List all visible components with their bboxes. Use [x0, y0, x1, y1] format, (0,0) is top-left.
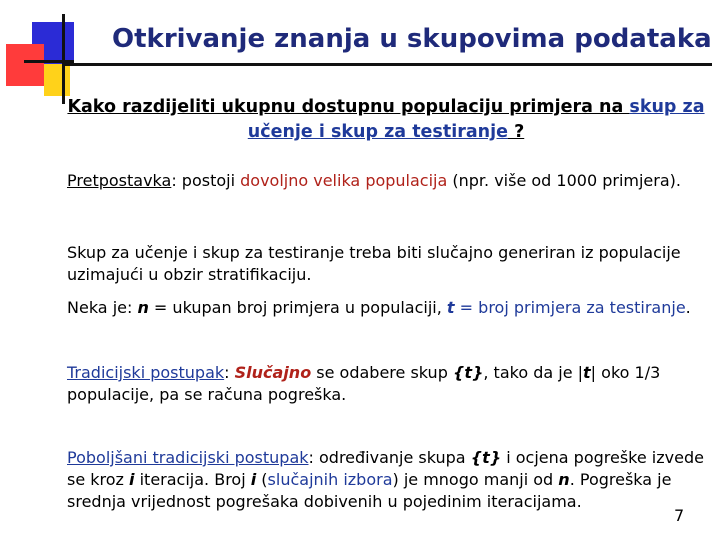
- improved-i2: i: [250, 470, 257, 489]
- assumption-colon: : postoji: [171, 171, 241, 190]
- traditional-tail: | oko 1/3 populacije, pa se računa pogreška.: [67, 363, 661, 404]
- traditional-t: t: [583, 363, 591, 382]
- paragraph-improved: [67, 447, 707, 513]
- definitions-t: t: [446, 298, 455, 317]
- traditional-set: {t}: [452, 363, 484, 382]
- logo-yellow-square: [44, 64, 70, 96]
- traditional-colon: :: [224, 363, 235, 382]
- logo-vertical-line: [62, 14, 65, 104]
- subtitle-part1: Kako razdijeliti ukupnu dostupnu populaciju primjera na: [67, 97, 630, 117]
- definitions-lead: Neka je:: [67, 298, 138, 317]
- improved-b: i ocjena pogreške izvede se kroz: [67, 448, 704, 489]
- assumption-highlight: dovoljno velika populacija: [240, 171, 448, 190]
- improved-c: iteracija. Broj: [134, 470, 251, 489]
- paragraph-assumption: [67, 170, 707, 192]
- improved-label: Poboljšani tradicijski postupak: [67, 448, 309, 467]
- subtitle-part3: ?: [507, 122, 525, 142]
- title-rule: [62, 63, 712, 66]
- slide-subtitle: [66, 95, 706, 145]
- assumption-rest: (npr. više od 1000 primjera).: [447, 171, 681, 190]
- logo-red-square: [6, 44, 44, 86]
- definitions-tail: = broj primjera za testiranje: [454, 298, 686, 317]
- traditional-mid: se odabere skup: [311, 363, 453, 382]
- definitions-end: .: [685, 298, 691, 317]
- paragraph-stratification: Skup za učenje i skup za testiranje treba biti slučajno generiran iz populacije uzimajući u obzir stratifikaciju.: [67, 243, 681, 284]
- improved-a: : određivanje skupa: [308, 448, 471, 467]
- improved-n: n: [558, 470, 570, 489]
- improved-paren: slučajnih izbora: [267, 470, 393, 489]
- improved-e: ) je mnogo manji od: [392, 470, 559, 489]
- definitions-n: n: [137, 298, 149, 317]
- slide-title: Otkrivanje znanja u skupovima podataka: [112, 24, 712, 54]
- traditional-italic: Slučajno: [234, 363, 312, 382]
- paragraph-traditional: [67, 362, 707, 406]
- subtitle-part2: skup za učenje i skup za testiranje: [247, 97, 705, 142]
- improved-i1: i: [129, 470, 135, 489]
- definitions-mid: = ukupan broj primjera u populaciji,: [148, 298, 447, 317]
- assumption-label: Pretpostavka: [67, 171, 172, 190]
- improved-d: (: [256, 470, 268, 489]
- page-number: 7: [674, 506, 685, 525]
- traditional-label: Tradicijski postupak: [67, 363, 225, 382]
- improved-f: . Pogreška je srednja vrijednost pogrešaka dobivenih u pojedinim iteracijama.: [67, 470, 672, 511]
- traditional-mid2: , tako da je |: [483, 363, 584, 382]
- paragraph-definitions: [67, 297, 707, 319]
- improved-set: {t}: [470, 448, 502, 467]
